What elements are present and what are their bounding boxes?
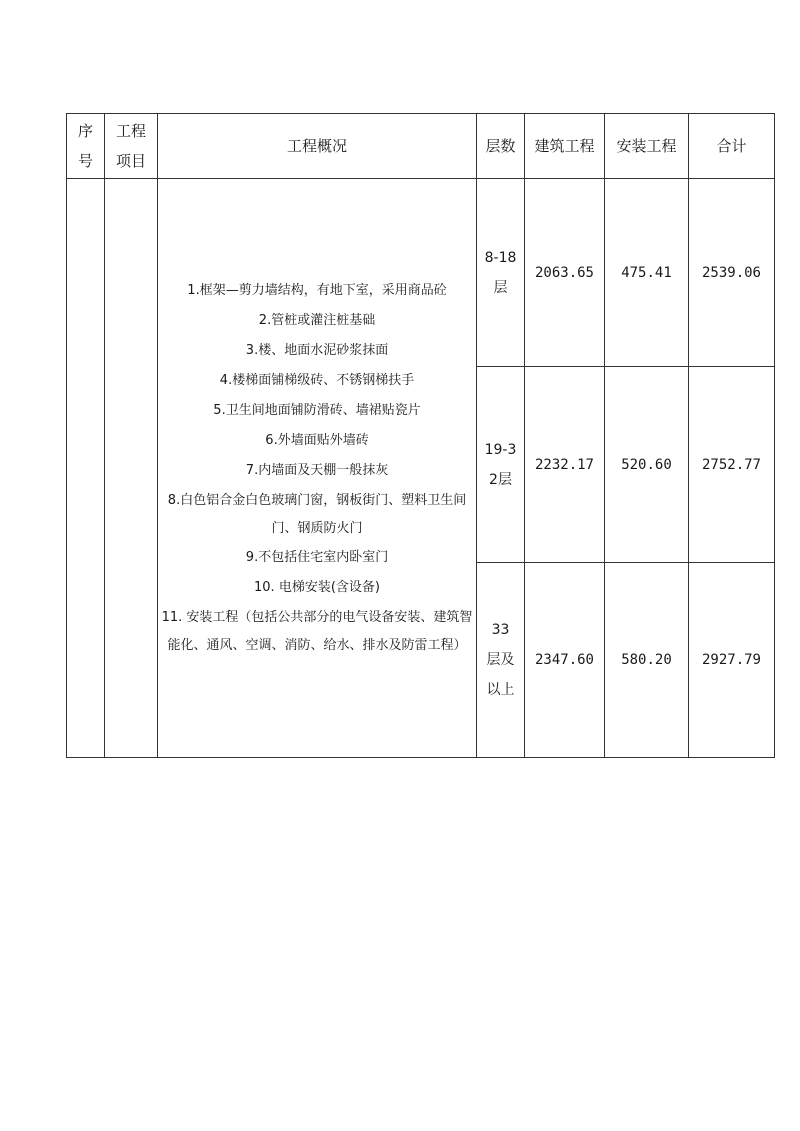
overview-item: 8.白色铝合金白色玻璃门窗，钢板街门、塑料卫生间门、钢质防火门 [167, 493, 467, 536]
total-cost-cell: 2539.06 [689, 179, 775, 367]
header-install: 安装工程 [605, 114, 689, 179]
building-cost-cell: 2232.17 [525, 367, 605, 563]
install-cost-cell: 520.60 [605, 367, 689, 563]
header-item: 工程项目 [105, 114, 158, 179]
floors-cell: 33层及以上 [477, 563, 525, 758]
item-cell [105, 179, 158, 758]
seq-cell [67, 179, 105, 758]
header-total: 合计 [689, 114, 775, 179]
overview-cell [158, 179, 477, 758]
overview-item: 1.框架—剪力墙结构，有地下室，采用商品砼 [187, 283, 447, 298]
overview-item: 6.外墙面贴外墙砖 [265, 433, 369, 448]
header-seq: 序号 [67, 114, 105, 179]
cost-table [66, 113, 775, 758]
install-cost-cell: 580.20 [605, 563, 689, 758]
header-overview: 工程概况 [158, 114, 477, 179]
header-row [67, 114, 775, 179]
overview-item: 5.卫生间地面铺防滑砖、墙裙贴瓷片 [213, 403, 421, 418]
overview-item: 11. 安装工程（包括公共部分的电气设备安装、建筑智能化、通风、空调、消防、给水、排水及防雷工程） [161, 610, 473, 653]
total-cost-cell: 2752.77 [689, 367, 775, 563]
overview-item: 3.楼、地面水泥砂浆抹面 [245, 343, 389, 358]
install-cost-cell: 475.41 [605, 179, 689, 367]
building-cost-cell: 2347.60 [525, 563, 605, 758]
floors-cell: 19-32层 [477, 367, 525, 563]
total-cost-cell: 2927.79 [689, 563, 775, 758]
overview-item: 7.内墙面及天棚一般抹灰 [245, 463, 389, 478]
header-building: 建筑工程 [525, 114, 605, 179]
building-cost-cell: 2063.65 [525, 179, 605, 367]
overview-item: 9.不包括住宅室内卧室门 [245, 550, 389, 565]
header-floors: 层数 [477, 114, 525, 179]
overview-item: 4.楼梯面铺梯级砖、不锈钢梯扶手 [219, 373, 415, 388]
overview-item: 10. 电梯安装(含设备) [254, 580, 380, 595]
table-row [67, 179, 775, 367]
overview-item: 2.管桩或灌注桩基础 [258, 313, 376, 328]
floors-cell: 8-18层 [477, 179, 525, 367]
